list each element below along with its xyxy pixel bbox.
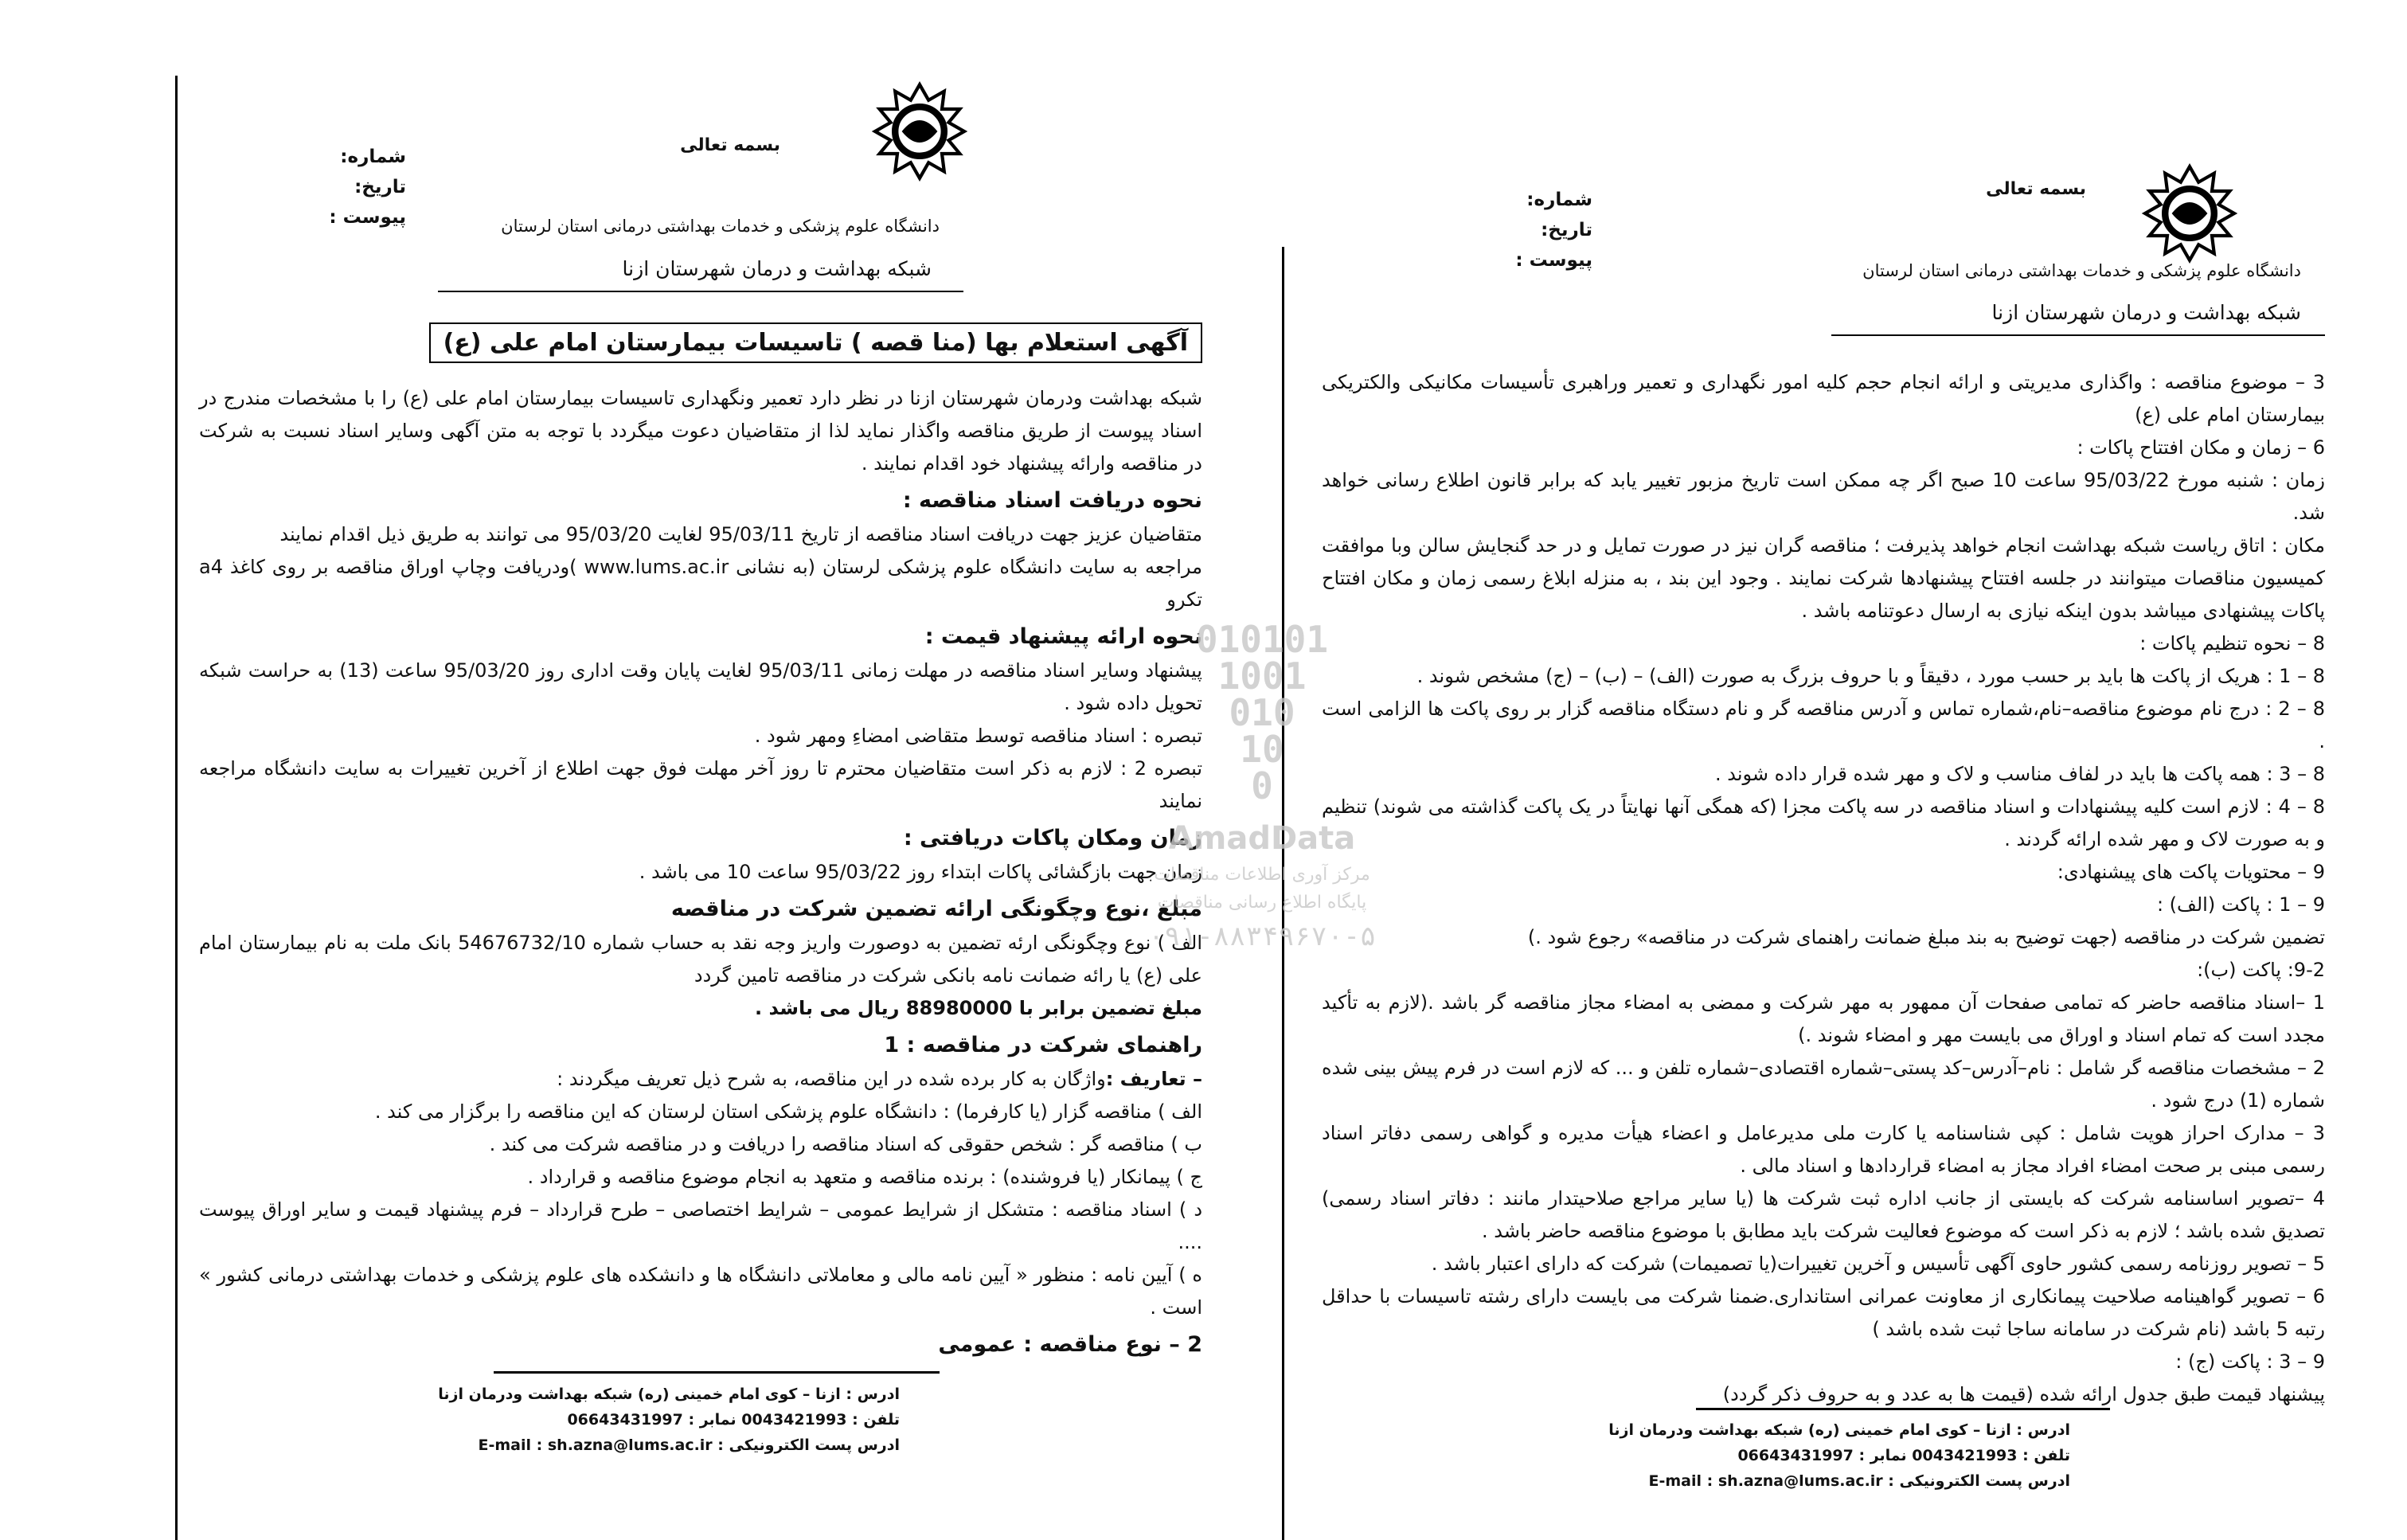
guide-heading: راهنمای شرکت در مناقصه : 1 — [884, 1033, 1202, 1057]
offer-note-1: تبصره : اسناد مناقصه توسط متقاضی امضاءِ ومهر شود . — [754, 725, 1202, 747]
university-name: دانشگاه علوم پزشکی و خدمات بهداشتی درمانی استان لرستان — [501, 217, 940, 236]
date-field: تاریخ: — [354, 177, 406, 197]
footer-address — [438, 1382, 900, 1458]
definition-item: ه ) آیین نامه : منظور « آیین نامه مالی و معاملاتی دانشگاه ها و دانشکده های علوم پزشکی و خدمات بهداشتی درمانی کشور » است . — [199, 1264, 1202, 1319]
time-heading: زمان ومکان پاکات دریافتی : — [903, 826, 1202, 850]
guarantee-line-1: الف ) نوع وچگونگی ارئه تضمین به دوصورت واریز وجه نقد به حساب شماره 54676732/10 بانک ملت به نام بیمارستان امام علی (ع) یا رائه ضمانت نامه بانکی شرکت در مناقصه تامین گردد — [199, 932, 1203, 987]
email-line: ادرس پست الکترونیکی : E-mail : sh.azna@lums.ac.ir — [478, 1436, 900, 1454]
reference-fields — [199, 142, 406, 233]
opening-place: مکان : اتاق ریاست شبکه بهداشت انجام خواهد پذیرفت ؛ مناقصه گران نیز در صورت تمایل و در حد گنجایش سالن وبا موافقت کمیسیون مناقصات میتوانند در جلسه افتتاح پیشنهادها شرکت نمایند . وجود این بند ، به منزله ابلاغ رسمی زمان و مکان افتتاح پاکات پیشنهادی میباشد بدون اینکه نیازی به ارسال دعوتنامه باشد . — [1322, 534, 2325, 622]
guarantee-amount: مبلغ تضمین برابر با 88980000 ریال می باشد . — [755, 997, 1202, 1019]
receive-line-2: مراجعه به سایت دانشگاه علوم پزشکی لرستان (به نشانی www.lums.ac.ir )ودریافت وچاپ اوراق مناقصه بر روی کاغذ a4 تکرو — [199, 556, 1202, 611]
footer-rule — [494, 1371, 940, 1374]
basmala: بسمه تعالی — [1986, 179, 2086, 199]
university-logo-icon — [864, 76, 975, 187]
envelope-c-heading: 9 – 3 : پاکت (ج) : — [2175, 1350, 2325, 1373]
definition-item: ج ) پیمانکار (یا فروشنده) : برنده مناقصه و متعهد به انجام موضوع مناقصه و قرارداد . — [527, 1166, 1202, 1188]
envelope-b-item: 4 –تصویر اساسنامه شرکت که بایستی از جانب اداره ثبت شرکت ها (یا سایر مراجع صلاحیتدار مانند : دفاتر اسناد رسمی) تصدیق شده باشد ؛ لازم به ذکر است که موضوع فعالیت شرکت باید مطابق با موضوع مناقصه حاضر باشد . — [1322, 1187, 2325, 1242]
watermark-binary: 10 — [1240, 728, 1284, 771]
watermark-binary: 0 — [1251, 764, 1273, 807]
definitions-text: واژگان به کار برده شده در این مناقصه، به شرح ذیل تعریف میگردند : — [557, 1068, 1106, 1090]
left-body — [199, 382, 1202, 1362]
left-page — [199, 0, 1202, 1540]
envelope-b-item: 2 – مشخصات مناقصه گر شامل : نام–آدرس–کد پستی–شماره اقتصادی–شماره تلفن و ... که لازم است در فرم پیش بینی شده شماره (1) درج شود . — [1322, 1057, 2325, 1112]
envelope-rule: 8 – 1 : هریک از پاکت ها باید بر حسب مورد ، دقیقاً و با حروف بزرگ به صورت (الف) – (ب) – (ج) مشخص شوند . — [1416, 665, 2325, 687]
watermark-name: AmadData — [1168, 820, 1356, 857]
opening-heading: 6 – زمان و مکان افتتاح پاکات : — [2077, 436, 2325, 459]
watermark-phone: ۰۹۱-۸۸۳۴۹۶۷۰-۵ — [1147, 920, 1377, 952]
university-name: دانشگاه علوم پزشکی و خدمات بهداشتی درمانی استان لرستان — [1862, 261, 2301, 280]
envelope-rule: 8 – 2 : درج نام موضوع مناقصه–نام،شماره تماس و آدرس مناقصه گر و نام دستگاه مناقصه گزار بر روی پاکت ها الزامی است . — [1322, 698, 2325, 752]
footer-address — [1608, 1417, 2070, 1494]
right-body — [1322, 366, 2325, 1411]
university-logo-icon — [2134, 158, 2245, 269]
envelope-b-item: 1 –اسناد مناقصه حاضر که تمامی صفحات آن ممهور به مهر شرکت و ممضی به امضاء مجاز مناقصه گر باشد .(لازم به تأکید مجدد است که تمام اسناد و اوراق می بایست مهر و امضاء شوند .) — [1322, 991, 2325, 1046]
attachment-field: پیوست : — [1515, 250, 1592, 271]
definition-item: د ) اسناد مناقصه : متشکل از شرایط عمومی – شرایط اختصاصی – طرح قرارداد – فرم پیشنهاد قیمت و سایر اوراق پیوست .... — [199, 1198, 1202, 1253]
notice-title: آگهی استعلام بها (منا قصه ) تاسیسات بیمارستان امام علی (ع) — [429, 322, 1202, 363]
phone-line: تلفن : 0043421993 نمابر : 06643431997 — [567, 1411, 900, 1429]
left-edge-line — [175, 76, 178, 1540]
envelope-b-item: 5 – تصویر روزنامه رسمی کشور حاوی آگهی تأسیس و آخرین تغییرات(یا تصمیمات) شرکت که دارای اعتبار باشد . — [1431, 1253, 2325, 1275]
watermark-binary: 010 — [1229, 691, 1295, 734]
address-line: ادرس : ازنا – کوی امام خمینی (ره) شبکه بهداشت ودرمان ازنا — [1608, 1421, 2070, 1439]
envelope-b-item: 3 – مدارک احراز هویت شامل : کپی شناسنامه یا کارت ملی مدیرعامل و اعضاء هیأت مدیره و گواهی رسمی دفاتر اسناد رسمی مبنی بر صحت امضاء افراد مجاز به امضاء قراردادها و اسناد مالی . — [1322, 1122, 2325, 1177]
envelope-a-text: تضمین شرکت در مناقصه (جهت توضیح به بند مبلغ ضمانت راهنمای شرکت در مناقصه» رجوع شود .) — [1527, 926, 2325, 948]
network-name: شبکه بهداشت و درمان شهرستان ازنا — [1991, 301, 2301, 324]
envelope-rule: 8 – 3 : همه پاکت ها باید در لفاف مناسب و لاک و مهر شده قرار داده شوند . — [1714, 763, 2325, 785]
receive-heading: نحوه دریافت اسناد مناقصه : — [902, 488, 1202, 513]
intro-paragraph: شبکه بهداشت ودرمان شهرستان ازنا در نظر دارد تعمیر ونگهداری تاسیسات بیمارستان امام علی (ع) را با مشخصات مندرج در اسناد پیوست از طریق مناقصه واگذار نماید لذا از متقاضیان دعوت میگردد با توجه به متن آگهی وسایر اسناد نسبت به شرکت در مناقصه وارائه پیشنهاد خود اقدام نمایند . — [199, 387, 1202, 475]
email-line: ادرس پست الکترونیکی : E-mail : sh.azna@lums.ac.ir — [1648, 1472, 2070, 1490]
header-rule — [438, 291, 963, 292]
right-page — [1322, 0, 2325, 1540]
guarantee-heading: مبلغ ،نوع وچگونگی ارائه تضمین شرکت در مناقصه — [670, 897, 1202, 921]
envelopes-heading: 8 – نحوه تنظیم پاکات : — [2139, 632, 2325, 655]
watermark-binary: 1001 — [1217, 655, 1307, 698]
date-field: تاریخ: — [1541, 220, 1592, 240]
offer-line-1: پیشنهاد وسایر اسناد مناقصه در مهلت زمانی 95/03/11 لغایت پایان وقت اداری روز 95/03/20 ساعت (13) به حراست شبکه تحویل داده شود . — [199, 659, 1202, 714]
watermark-subtitle: مرکز آوری اطلاعات مناقصات — [1154, 865, 1370, 885]
footer-rule — [1696, 1408, 2110, 1410]
number-field: شماره: — [1526, 190, 1592, 210]
envelope-c-text: پیشنهاد قیمت طبق جدول ارائه شده (قیمت ها به عدد و به حروف ذکر گردد) — [1722, 1383, 2325, 1405]
watermark-binary: 010101 — [1195, 618, 1329, 661]
definition-item: الف ) مناقصه گزار (یا کارفرما) : دانشگاه علوم پزشکی استان لرستان که این مناقصه را برگزار می کند . — [374, 1100, 1202, 1123]
definitions-heading: – تعاریف : — [1105, 1068, 1202, 1090]
envelope-a-heading: 9 – 1 : پاکت (الف) : — [2156, 893, 2325, 916]
basmala: بسمه تعالی — [680, 135, 780, 155]
definition-item: ب ) مناقصه گر : شخص حقوقی که اسناد مناقصه را دریافت و در مناقصه شرکت می کند . — [489, 1133, 1202, 1155]
opening-time: زمان : شنبه مورخ 95/03/22 ساعت 10 صبح اگر چه ممکن است تاریخ مزبور تغییر یابد که برابر قانون اطلاع رسانی خواهد شد. — [1322, 469, 2325, 524]
envelope-b-item: 6 – تصویر گواهینامه صلاحیت پیمانکاری از معاونت عمرانی استانداری.ضمنا شرکت می بایست دارای رشته تاسیسات با حداقل رتبه 5 باشد (نام شرکت در سامانه ساجا ثبت شده باشد ) — [1322, 1285, 2325, 1340]
offer-heading: نحوه ارائه پیشنهاد قیمت : — [924, 624, 1202, 649]
attachment-field: پیوست : — [329, 207, 406, 228]
offer-note-2: تبصره 2 : لازم به ذکر است متقاضیان محترم تا روز آخر مهلت فوق جهت اطلاع از آخرین تغییرات به سایت دانشگاه مراجعه نمایند — [199, 757, 1202, 812]
address-line: ادرس : ازنا – کوی امام خمینی (ره) شبکه بهداشت ودرمان ازنا — [438, 1386, 900, 1403]
tender-type-heading: 2 – نوع مناقصه : عمومی — [938, 1332, 1202, 1357]
header-rule — [1831, 334, 2325, 336]
subject-paragraph: 3 – موضوع مناقصه : واگذاری مدیریتی و ارائه انجام حجم کلیه امور نگهداری و تعمیر وراهبری تأسیسات مکانیکی والکتریکی بیمارستان امام علی (ع) — [1322, 371, 2325, 426]
envelope-rule: 8 – 4 : لازم است کلیه پیشنهادات و اسناد مناقصه در سه پاکت مجزا (که همگی آنها نهایتاً در یک پاکت گذاشته می شوند) تنظیم و به صورت لاک و مهر شده ارائه گردند . — [1322, 795, 2325, 850]
time-line-1: زمان جهت بازگشائی پاکات ابتداء روز 95/03/22 ساعت 10 می باشد . — [639, 861, 1202, 883]
number-field: شماره: — [340, 147, 406, 167]
contents-heading: 9 – محتویات پاکت های پیشنهادی: — [2057, 861, 2325, 883]
letterhead — [1322, 0, 2325, 334]
reference-fields — [1322, 185, 1592, 276]
amaddata-watermark — [1131, 618, 1393, 956]
phone-line: تلفن : 0043421993 نمابر : 06643431997 — [1737, 1447, 2070, 1464]
envelope-b-heading: 9-2: پاکت (ب): — [2197, 959, 2325, 981]
receive-line-1: متقاضیان عزیز جهت دریافت اسناد مناقصه از تاریخ 95/03/11 لغایت 95/03/20 می توانند به طریق ذیل اقدام نمایند — [279, 523, 1202, 545]
network-name: شبکه بهداشت و درمان شهرستان ازنا — [622, 257, 932, 280]
definitions-intro — [199, 1063, 1202, 1096]
letterhead — [199, 0, 1202, 334]
watermark-subtitle: پایگاه اطلاع رسانی مناقصات — [1157, 893, 1367, 913]
